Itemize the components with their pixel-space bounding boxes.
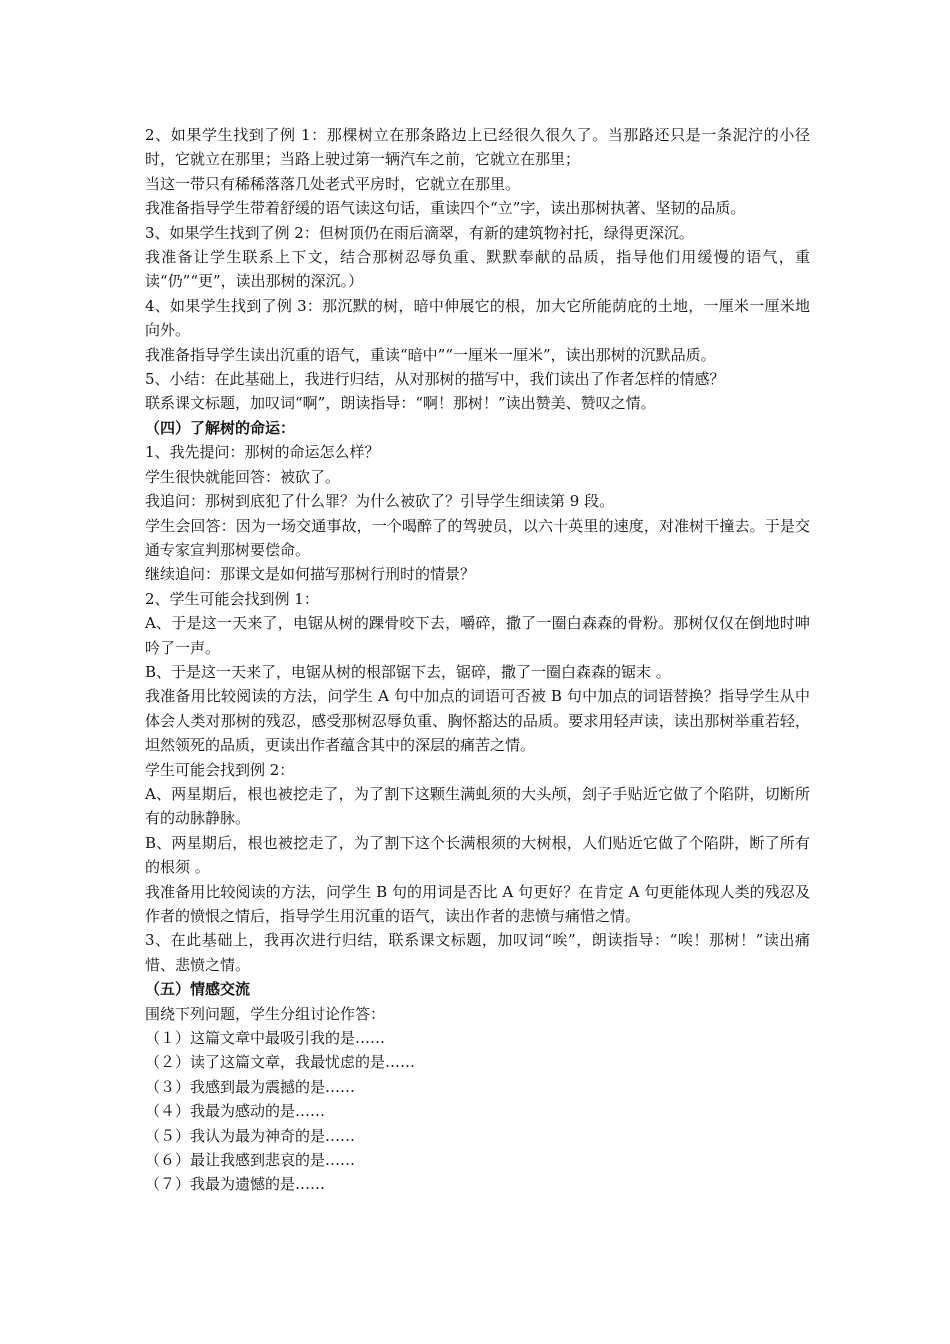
paragraph: 我准备指导学生带着舒缓的语气读这句话，重读四个“立”字，读出那树执著、坚韧的品质。 [145,199,746,218]
paragraph: 1、我先提问：那树的命运怎么样？ [145,443,380,462]
list-item: （２）读了这篇文章，我最忧虑的是…… [145,1053,416,1072]
paragraph: B、两星期后，根也被挖走了，为了割下这个长满根须的大树根，人们贴近它做了个陷阱，断了所有的根须 。 [145,833,810,877]
paragraph: 5、小结：在此基础上，我进行归结，从对那树的描写中，我们读出了作者怎样的情感？ [145,370,725,389]
section-heading-4: （四）了解树的命运： [145,418,296,437]
list-item: （４）我最为感动的是…… [145,1102,326,1121]
paragraph: 我准备指导学生读出沉重的语气，重读“暗中”“一厘米一厘米”，读出那树的沉默品质。 [145,345,716,364]
list-item: （６）最让我感到悲哀的是…… [145,1151,356,1170]
paragraph: A、于是这一天来了，电锯从树的踝骨咬下去，嚼碎，撒了一圈白森森的骨粉。那树仅仅在倒地时呻吟了一声。 [145,614,810,657]
paragraph: 当这一带只有稀稀落落几处老式平房时，它就立在那里。 [145,174,521,193]
paragraph: 我准备用比较阅读的方法，问学生 A 句中加点的词语可否被 B 句中加点的词语替换？指导学生从中体会人类对那树的残忍，感受那树忍辱负重、胸怀豁达的品质。要求用轻声读，读出那树举重若轻，坦然领死的品质，更读出作者蕴含其中的深层的痛苦之情。 [145,687,810,755]
paragraph: 学生会回答：因为一场交通事故，一个喝醉了的驾驶员，以六十英里的速度，对准树干撞去。于是交通专家宣判那树要偿命。 [145,516,810,559]
document-page [145,123,810,1197]
paragraph: 2、如果学生找到了例 1：那棵树立在那条路边上已经很久很久了。当那路还只是一条泥泞的小径时，它就立在那里；当路上驶过第一辆汽车之前，它就立在那里； [145,126,810,169]
paragraph: 联系课文标题，加叹词“啊”，朗读指导：“啊！那树！”读出赞美、赞叹之情。 [145,394,656,413]
paragraph: 2、学生可能会找到例 1： [145,589,319,608]
section-heading-5: （五）情感交流 [145,980,251,999]
paragraph: 我准备让学生联系上下文，结合那树忍辱负重、默默奉献的品质，指导他们用缓慢的语气，重读“仍”“更”，读出那树的深沉。） [145,248,810,291]
paragraph: 继续追问：那课文是如何描写那树行刑时的情景？ [145,565,476,584]
paragraph: 3、如果学生找到了例 2：但树顶仍在雨后滴翠，有新的建筑物衬托，绿得更深沉。 [145,223,694,242]
paragraph: 我追问：那树到底犯了什么罪？为什么被砍了？引导学生细读第 9 段。 [145,492,615,511]
paragraph: 学生很快就能回答：被砍了。 [145,467,341,486]
paragraph: 围绕下列问题，学生分组讨论作答： [145,1004,386,1023]
list-item: （５）我认为最为神奇的是…… [145,1126,356,1145]
paragraph: A、两星期后，根也被挖走了，为了割下这颗生满虬须的大头颅，刽子手贴近它做了个陷阱，切断所有的动脉静脉。 [145,784,810,828]
list-item: （１）这篇文章中最吸引我的是…… [145,1029,386,1048]
paragraph: 学生可能会找到例 2： [145,760,295,779]
list-item: （７）我最为遗憾的是…… [145,1175,326,1194]
paragraph: 4、如果学生找到了例 3：那沉默的树，暗中伸展它的根，加大它所能荫庇的土地，一厘米一厘米地向外。 [145,296,810,340]
paragraph: 我准备用比较阅读的方法，问学生 B 句的用词是否比 A 句更好？在肯定 A 句更能体现人类的残忍及作者的愤恨之情后，指导学生用沉重的语气，读出作者的悲愤与痛惜之情。 [145,882,810,925]
paragraph: B、于是这一天来了，电锯从树的根部锯下去，锯碎，撒了一圈白森森的锯末 。 [145,662,671,681]
list-item: （３）我感到最为震撼的是…… [145,1077,356,1096]
paragraph: 3、在此基础上，我再次进行归结，联系课文标题，加叹词“唉”，朗读指导：“唉！那树！”读出痛惜、悲愤之情。 [145,931,810,974]
